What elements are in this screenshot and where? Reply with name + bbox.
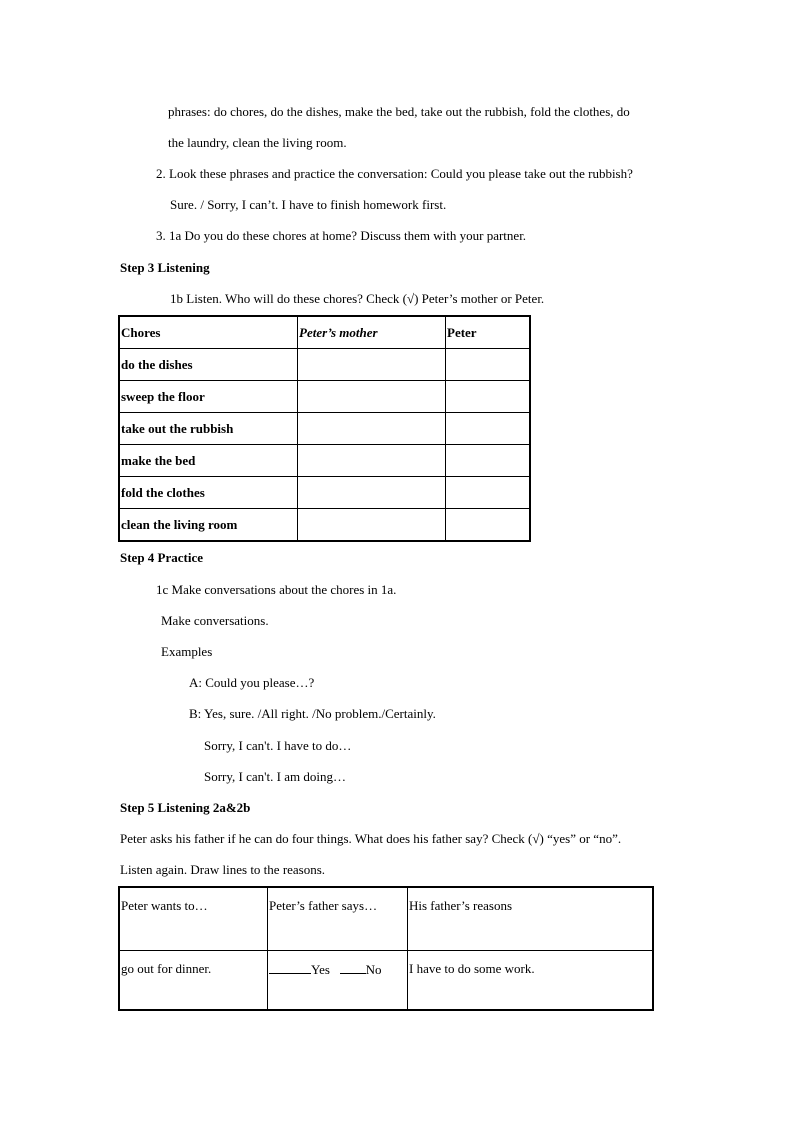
peter-check-cell[interactable] (446, 509, 531, 542)
step4-examples-label: Examples (161, 644, 213, 659)
intro-item-2-response: Sure. / Sorry, I can’t. I have to finish homework first. (170, 197, 447, 212)
step3-instruction: 1b Listen. Who will do these chores? Check (√) Peter’s mother or Peter. (170, 291, 545, 306)
mother-check-cell[interactable] (298, 445, 446, 477)
chore-cell: clean the living room (119, 509, 298, 542)
table-row (119, 445, 530, 477)
step5-line-2: Listen again. Draw lines to the reasons. (120, 862, 326, 877)
intro-item-3: 3. 1a Do you do these chores at home? Discuss them with your partner. (156, 228, 527, 243)
yes-label: Yes (311, 962, 330, 977)
table-header-row (119, 887, 653, 951)
table-row (119, 477, 530, 509)
example-line-b: B: Yes, sure. /All right. /No problem./Certainly. (189, 706, 436, 721)
reason-cell: I have to do some work. (408, 951, 654, 1011)
mother-check-cell[interactable] (298, 477, 446, 509)
table-row (119, 413, 530, 445)
chore-cell: make the bed (119, 445, 298, 477)
intro-phrases-line-1: phrases: do chores, do the dishes, make the bed, take out the rubbish, fold the clothes, do (168, 104, 630, 119)
example-line-c: Sorry, I can't. I have to do… (204, 738, 352, 753)
header-peter: Peter (446, 316, 531, 349)
peter-check-cell[interactable] (446, 381, 531, 413)
peter-check-cell[interactable] (446, 445, 531, 477)
chore-cell: do the dishes (119, 349, 298, 381)
header-peter-wants: Peter wants to… (119, 887, 268, 951)
table-row (119, 951, 653, 1011)
table-row (119, 349, 530, 381)
table-row (119, 381, 530, 413)
mother-check-cell[interactable] (298, 509, 446, 542)
header-peters-mother: Peter’s mother (298, 316, 446, 349)
mother-check-cell[interactable] (298, 381, 446, 413)
father-says-cell (268, 951, 408, 1011)
peter-check-cell[interactable] (446, 349, 531, 381)
table-header-row (119, 316, 530, 349)
chore-cell: take out the rubbish (119, 413, 298, 445)
intro-item-2: 2. Look these phrases and practice the conversation: Could you please take out the rubbish? (156, 166, 633, 181)
chore-cell: sweep the floor (119, 381, 298, 413)
chore-cell: fold the clothes (119, 477, 298, 509)
header-chores: Chores (119, 316, 298, 349)
step3-heading: Step 3 Listening (120, 260, 210, 275)
step5-line-1: Peter asks his father if he can do four things. What does his father say? Check (√) “yes” or “no”. (120, 831, 622, 846)
example-line-a: A: Could you please…? (189, 675, 315, 690)
mother-check-cell[interactable] (298, 413, 446, 445)
peter-check-cell[interactable] (446, 477, 531, 509)
step4-heading: Step 4 Practice (120, 550, 204, 565)
yes-blank[interactable] (269, 961, 311, 974)
mother-check-cell[interactable] (298, 349, 446, 381)
chores-table (118, 315, 531, 542)
intro-phrases-line-2: the laundry, clean the living room. (168, 135, 347, 150)
step5-heading: Step 5 Listening 2a&2b (120, 800, 251, 815)
no-label: No (365, 962, 382, 977)
step4-line-1: 1c Make conversations about the chores in 1a. (156, 582, 397, 597)
header-father-says: Peter’s father says… (268, 887, 408, 951)
want-cell: go out for dinner. (119, 951, 268, 1011)
table-row (119, 509, 530, 542)
no-blank[interactable] (340, 961, 366, 974)
father-says-table (118, 886, 654, 1011)
peter-check-cell[interactable] (446, 413, 531, 445)
step4-line-2: Make conversations. (161, 613, 269, 628)
example-line-d: Sorry, I can't. I am doing… (204, 769, 346, 784)
header-father-reasons: His father’s reasons (408, 887, 654, 951)
